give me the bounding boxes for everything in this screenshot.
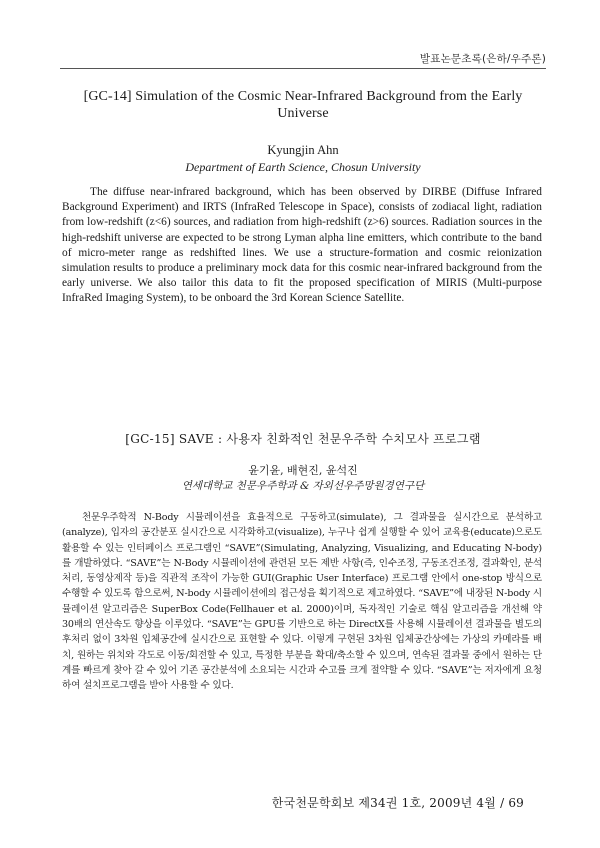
page-footer: 한국천문학회보 제34권 1호, 2009년 4월 / 69: [271, 796, 524, 810]
paper-abstract: 천문우주학적 N-Body 시뮬레이션을 효율적으로 구동하고(simulate), 그 결과물을 실시간으로 분석하고(analyze), 입자의 공간분포 실시간으로 시각화하고(visualize), 누구나 쉽게 실행할 수 있어 교육용(educate)으로도 활용할 수 있는 인터페이스 프로그램인 “SAVE”(Simulating, Analyzing, Visualizing, and Educating N-body)를 개발하였다. “SAVE”는 N-Body 시뮬레이션에 관련된 모든 제반 사항(즉, 인수조정, 구동조건조정, 결과확인, 분석처리, 동영상제작 등)을 직관적 조작이 가능한 GUI(Graphic User Interface) 프로그램 안에서 one-stop 방식으로 수행할 수 있도록 함으로써, N-body 시뮬레이션에의 접근성을 획기적으로 제고하였다. “SAVE”에 내장된 N-body 시뮬레이션 알고리즘은 SuperBox Code(Fellhauer et al. 2000)이며, 독자적인 기술로 핵심 알고리즘을 개선해 약 30배의 연산속도 향상을 이루었다. “SAVE”는 GPU를 기반으로 하는 DirectX를 사용해 시뮬레이션 결과물을 별도의 후처리 없이 3차원 입체공간에 실시간으로 표현할 수 있다. 이렇게 구현된 3차원 입체공간상에는 가상의 카메라를 배치, 원하는 위치와 각도로 이동/회전할 수 있고, 특정한 부분을 확대/축소할 수 있으며, 연속된 결과물 중에서 원하는 단계를 빠르게 찾아 갈 수 있어 기존 공간분석에 소요되는 시간과 수고를 크게 절약할 수 있다. “SAVE”는 저자에게 요청하여 설치프로그램을 받아 사용할 수 있다.: [62, 512, 542, 692]
paper-affiliation: 연세대학교 천문우주학과 & 자외선우주망원경연구단: [181, 480, 425, 492]
paper-title: [GC-14] Simulation of the Cosmic Near-Infrared Background from the Early Universe: [83, 89, 523, 121]
paper-affiliation: Department of Earth Science, Chosun University: [185, 160, 421, 174]
section-header: 발표논문초록(은하/우주론): [419, 53, 546, 65]
header-divider: [60, 68, 546, 69]
paper-author: 윤기윤, 배현진, 윤석진: [248, 464, 358, 477]
paper-author: Kyungjin Ahn: [267, 143, 339, 157]
paper-abstract: The diffuse near-infrared background, which has been observed by DIRBE (Diffuse Infrared Background Experiment) and IRTS (InfraRed Telescope in Space), consists of zodiacal light, radiation from low-redshift (z<6) sources, and radiation from high-redshift (z>6) sources. Radiation sources in the high-redshift universe are expected to be strong Lyman alpha line emitters, which contribute to the band of micro-meter range as redshifted lines. We use a structure-formation and cosmic reionization simulation results to produce a preliminary mock data for this cosmic near-infrared background from the early universe. We also tailor this data to fit the proposed specification of MIRIS (Multi-purpose InfraRed Imaging System), to be onboard the 3rd Korean Science Satellite.: [62, 186, 542, 305]
paper-title: [GC-15] SAVE : 사용자 친화적인 천문우주학 수치모사 프로그램: [125, 432, 481, 446]
